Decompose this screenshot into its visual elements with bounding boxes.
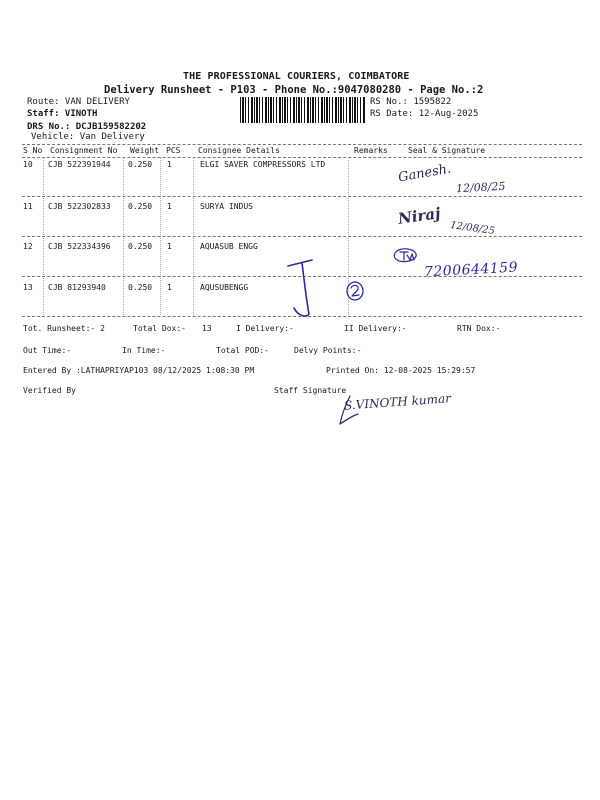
in-time-label: In Time:- <box>122 346 166 355</box>
row-sno: 11 <box>23 202 33 211</box>
row-consignment: CJB 81293940 <box>48 283 106 292</box>
row-pcs: 1 <box>167 283 172 292</box>
col-header-consignment: Consignment No <box>50 146 118 155</box>
route-label: Route: VAN DELIVERY <box>27 97 130 107</box>
handwritten-signature-row11: Niraj <box>396 204 442 228</box>
runsheet-subtitle: Delivery Runsheet - P103 - Phone No.:9047080280 - Page No.:2 <box>104 84 484 96</box>
staff-signature-label: Staff Signature <box>274 386 347 395</box>
row-consignee: SURYA INDUS <box>200 202 253 211</box>
entered-by: Entered By :LATHAPRIYAP103 08/12/2025 1:08:30 PM <box>23 366 255 375</box>
handwritten-initials-icon <box>392 246 420 266</box>
handwritten-date-row11: 12/08/25 <box>449 219 496 238</box>
row-consignment: CJB 522334396 <box>48 242 111 251</box>
row-consignment: CJB 522391944 <box>48 160 111 169</box>
drs-number: DRS No.: DCJB159582202 <box>27 122 147 132</box>
row-sno: 12 <box>23 242 33 251</box>
signature-flourish-icon <box>336 394 366 428</box>
row-weight: 0.250 <box>128 283 153 292</box>
row-pcs: 1 <box>167 202 172 211</box>
row-consignee: AQUASUB ENGG <box>200 242 258 251</box>
runsheet-barcode <box>240 97 365 123</box>
handwritten-phone-row12: 7200644159 <box>423 259 519 281</box>
handwritten-date-row10: 12/08/25 <box>455 179 506 196</box>
verified-by-label: Verified By <box>23 386 76 395</box>
printed-on: Printed On: 12-08-2025 15:29:57 <box>326 366 476 375</box>
col-header-weight: Weight <box>130 146 159 155</box>
handwritten-mark-icon <box>282 258 322 324</box>
row-rule <box>22 236 582 237</box>
total-pod-label: Total POD:- <box>216 346 269 355</box>
row-sno: 13 <box>23 283 33 292</box>
row-weight: 0.250 <box>128 242 153 251</box>
row-sno: 10 <box>23 160 33 169</box>
handwritten-circle-icon <box>344 280 366 302</box>
total-runsheet: Tot. Runsheet:- 2 <box>23 324 105 333</box>
i-delivery-label: I Delivery:- <box>236 324 294 333</box>
rs-date: RS Date: 12-Aug-2025 <box>370 109 479 119</box>
header-bottom-rule <box>22 157 582 158</box>
handwritten-signature-row10: Ganesh. <box>397 161 453 186</box>
col-header-consignee: Consignee Details <box>198 146 280 155</box>
row-consignee: ELGI SAVER COMPRESSORS LTD <box>200 160 326 169</box>
ii-delivery-label: II Delivery:- <box>344 324 407 333</box>
staff-handwritten-signature: S.VINOTH kumar <box>343 391 452 413</box>
col-header-seal: Seal & Signature <box>408 146 486 155</box>
row-pcs: 1 <box>167 242 172 251</box>
row-consignment: CJB 522302833 <box>48 202 111 211</box>
col-header-pcs: PCS <box>166 146 181 155</box>
staff-label: Staff: VINOTH <box>27 109 98 119</box>
total-dox-value: 13 <box>202 324 212 333</box>
row-consignee: AQUSUBENGG <box>200 283 249 292</box>
row-weight: 0.250 <box>128 202 153 211</box>
col-header-sno: S No <box>23 146 43 155</box>
out-time-label: Out Time:- <box>23 346 72 355</box>
row-rule <box>22 196 582 197</box>
delvy-points-label: Delvy Points:- <box>294 346 362 355</box>
row-pcs: 1 <box>167 160 172 169</box>
vehicle-label: Vehicle: Van Delivery <box>31 132 145 142</box>
col-header-remarks: Remarks <box>354 146 388 155</box>
total-dox-label: Total Dox:- <box>133 324 186 333</box>
rs-number: RS No.: 1595822 <box>370 97 452 107</box>
header-top-rule <box>22 144 582 145</box>
row-weight: 0.250 <box>128 160 153 169</box>
rtn-dox-label: RTN Dox:- <box>457 324 501 333</box>
company-title: THE PROFESSIONAL COURIERS, COIMBATORE <box>183 71 410 82</box>
